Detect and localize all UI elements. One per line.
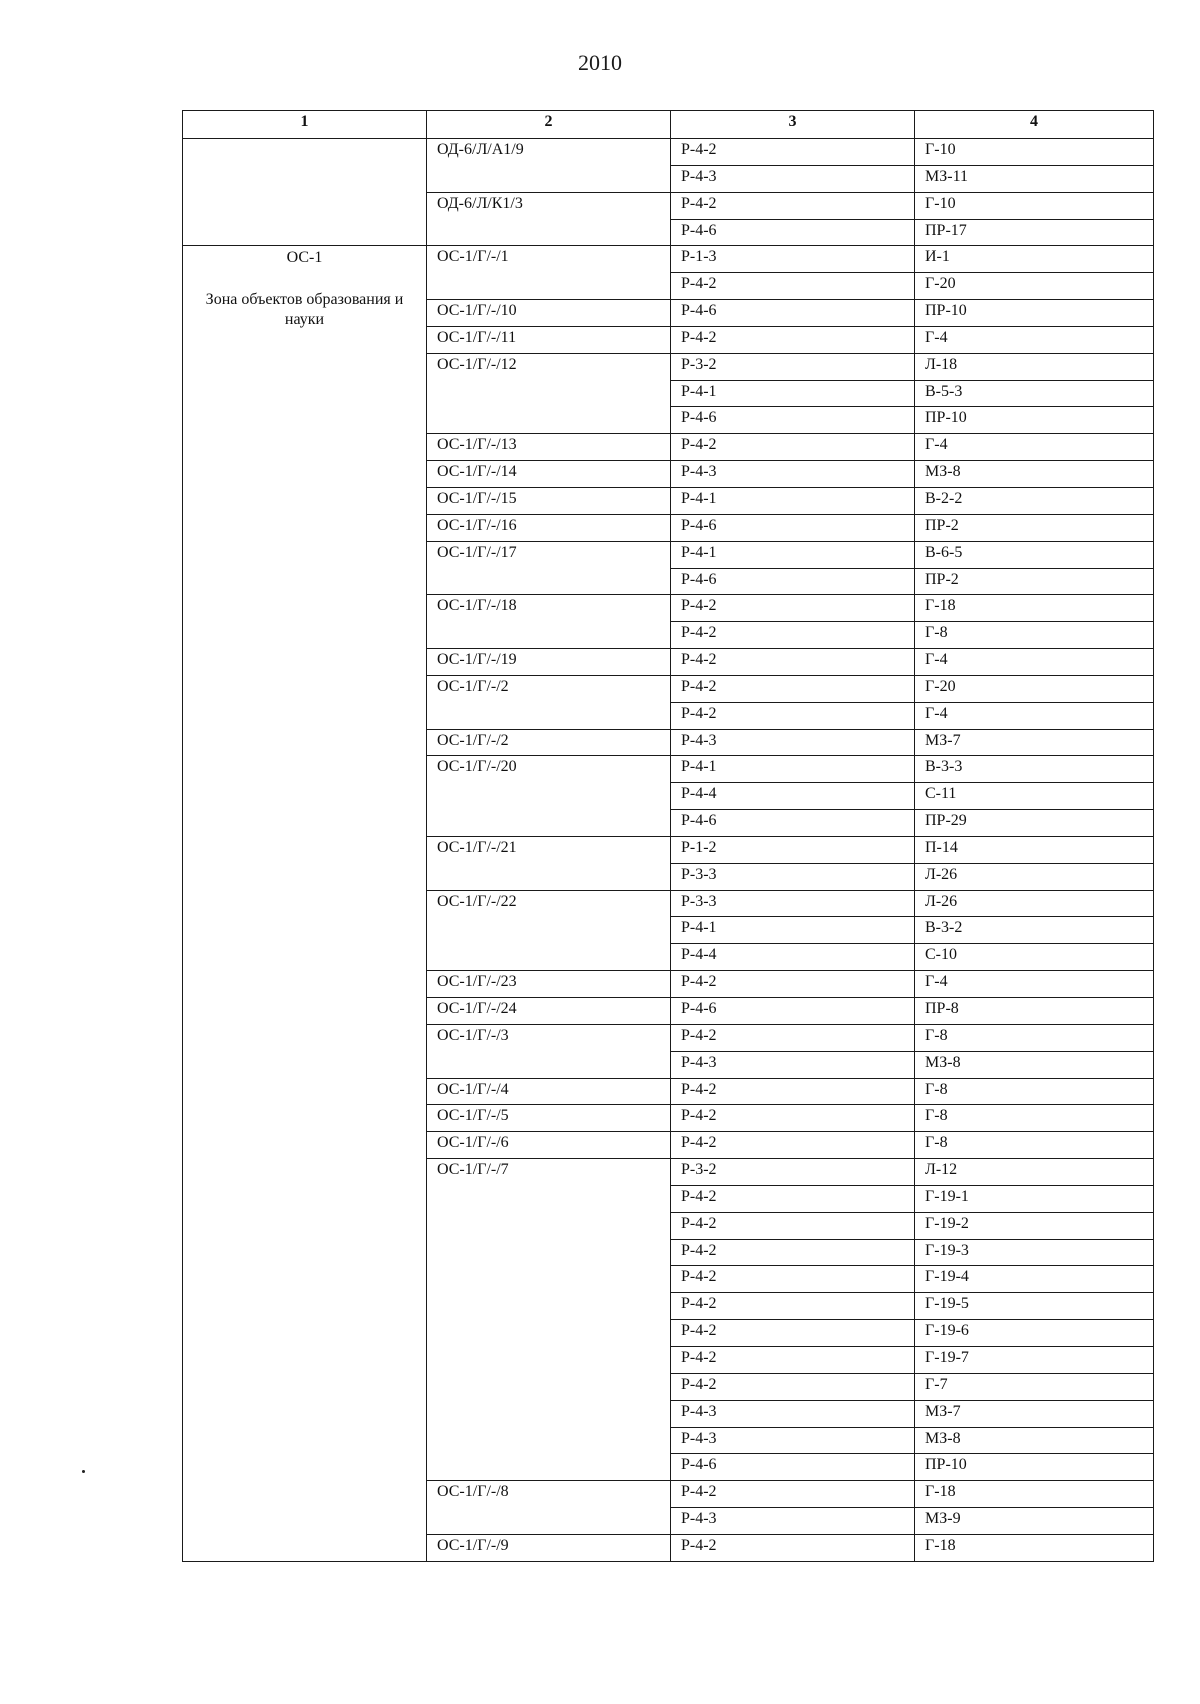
subzone-code-cell: ОС-1/Г/-/9 [427, 1534, 671, 1561]
zone-cell [183, 246, 427, 1562]
subzone-code-cell: ОС-1/Г/-/12 [427, 353, 671, 434]
regulation-code-cell: Р-4-6 [671, 514, 915, 541]
subzone-code-cell: ОС-1/Г/-/2 [427, 675, 671, 729]
regulation-code-cell: Р-4-2 [671, 1078, 915, 1105]
regulation-code-cell: Р-4-2 [671, 1481, 915, 1508]
parameter-code-cell: Г-4 [915, 649, 1154, 676]
parameter-code-cell: Г-4 [915, 702, 1154, 729]
subzone-code-cell: ОС-1/Г/-/10 [427, 300, 671, 327]
regulation-code-cell: Р-4-3 [671, 729, 915, 756]
parameter-code-cell: Г-4 [915, 326, 1154, 353]
regulation-code-cell: Р-4-6 [671, 300, 915, 327]
regulation-code-cell: Р-4-2 [671, 1024, 915, 1051]
subzone-code-cell: ОС-1/Г/-/11 [427, 326, 671, 353]
subzone-code-cell: ОС-1/Г/-/20 [427, 756, 671, 837]
zoning-table [182, 110, 1154, 1562]
subzone-code-cell: ОД-6/Л/А1/9 [427, 139, 671, 193]
parameter-code-cell: Г-19-4 [915, 1266, 1154, 1293]
regulation-code-cell: Р-4-1 [671, 487, 915, 514]
table-row [183, 139, 1154, 166]
parameter-code-cell: МЗ-7 [915, 729, 1154, 756]
regulation-code-cell: Р-4-2 [671, 1266, 915, 1293]
regulation-code-cell: Р-4-2 [671, 649, 915, 676]
subzone-code-cell: ОС-1/Г/-/16 [427, 514, 671, 541]
parameter-code-cell: ПР-10 [915, 407, 1154, 434]
regulation-code-cell: Р-4-2 [671, 1346, 915, 1373]
regulation-code-cell: Р-4-3 [671, 1400, 915, 1427]
subzone-code-cell: ОС-1/Г/-/21 [427, 836, 671, 890]
parameter-code-cell: МЗ-9 [915, 1508, 1154, 1535]
subzone-code-cell: ОС-1/Г/-/6 [427, 1132, 671, 1159]
column-header-4: 4 [915, 111, 1154, 139]
regulation-code-cell: Р-4-6 [671, 998, 915, 1025]
parameter-code-cell: МЗ-8 [915, 1427, 1154, 1454]
subzone-code-cell: ОС-1/Г/-/8 [427, 1481, 671, 1535]
regulation-code-cell: Р-4-6 [671, 1454, 915, 1481]
subzone-code-cell: ОС-1/Г/-/3 [427, 1024, 671, 1078]
subzone-code-cell: ОД-6/Л/К1/3 [427, 192, 671, 246]
subzone-code-cell: ОС-1/Г/-/19 [427, 649, 671, 676]
subzone-code-cell: ОС-1/Г/-/24 [427, 998, 671, 1025]
parameter-code-cell: ПР-10 [915, 300, 1154, 327]
regulation-code-cell: Р-4-2 [671, 622, 915, 649]
parameter-code-cell: Г-10 [915, 192, 1154, 219]
subzone-code-cell: ОС-1/Г/-/5 [427, 1105, 671, 1132]
parameter-code-cell: ПР-2 [915, 568, 1154, 595]
regulation-code-cell: Р-4-2 [671, 1105, 915, 1132]
column-header-3: 3 [671, 111, 915, 139]
parameter-code-cell: ПР-17 [915, 219, 1154, 246]
regulation-code-cell: Р-3-2 [671, 1159, 915, 1186]
regulation-code-cell: Р-4-3 [671, 165, 915, 192]
parameter-code-cell: Г-8 [915, 1078, 1154, 1105]
parameter-code-cell: Г-19-2 [915, 1212, 1154, 1239]
parameter-code-cell: Г-18 [915, 595, 1154, 622]
regulation-code-cell: Р-4-2 [671, 1373, 915, 1400]
regulation-code-cell: Р-4-2 [671, 1534, 915, 1561]
subzone-code-cell: ОС-1/Г/-/23 [427, 971, 671, 998]
regulation-code-cell: Р-4-6 [671, 407, 915, 434]
table-body [183, 139, 1154, 1562]
subzone-code-cell: ОС-1/Г/-/13 [427, 434, 671, 461]
regulation-code-cell: Р-1-3 [671, 246, 915, 273]
parameter-code-cell: Г-8 [915, 1105, 1154, 1132]
parameter-code-cell: ПР-2 [915, 514, 1154, 541]
column-header-2: 2 [427, 111, 671, 139]
regulation-code-cell: Р-4-2 [671, 326, 915, 353]
subzone-code-cell: ОС-1/Г/-/2 [427, 729, 671, 756]
parameter-code-cell: Г-4 [915, 434, 1154, 461]
regulation-code-cell: Р-3-2 [671, 353, 915, 380]
regulation-code-cell: Р-4-4 [671, 944, 915, 971]
parameter-code-cell: С-10 [915, 944, 1154, 971]
parameter-code-cell: МЗ-8 [915, 461, 1154, 488]
parameter-code-cell: Л-12 [915, 1159, 1154, 1186]
table-row [183, 246, 1154, 273]
regulation-code-cell: Р-4-2 [671, 192, 915, 219]
regulation-code-cell: Р-4-1 [671, 756, 915, 783]
parameter-code-cell: ПР-8 [915, 998, 1154, 1025]
regulation-code-cell: Р-4-1 [671, 541, 915, 568]
regulation-code-cell: Р-4-6 [671, 219, 915, 246]
page-number: 2010 [578, 50, 622, 75]
regulation-code-cell: Р-4-2 [671, 1239, 915, 1266]
parameter-code-cell: В-3-3 [915, 756, 1154, 783]
parameter-code-cell: МЗ-11 [915, 165, 1154, 192]
parameter-code-cell: МЗ-8 [915, 1051, 1154, 1078]
parameter-code-cell: В-2-2 [915, 487, 1154, 514]
subzone-code-cell: ОС-1/Г/-/22 [427, 890, 671, 971]
regulation-code-cell: Р-3-3 [671, 890, 915, 917]
regulation-code-cell: Р-4-2 [671, 1185, 915, 1212]
subzone-code-cell: ОС-1/Г/-/18 [427, 595, 671, 649]
parameter-code-cell: Г-8 [915, 1024, 1154, 1051]
parameter-code-cell: Г-19-6 [915, 1320, 1154, 1347]
regulation-code-cell: Р-4-2 [671, 273, 915, 300]
regulation-code-cell: Р-4-2 [671, 971, 915, 998]
subzone-code-cell: ОС-1/Г/-/7 [427, 1159, 671, 1481]
parameter-code-cell: В-3-2 [915, 917, 1154, 944]
subzone-code-cell: ОС-1/Г/-/15 [427, 487, 671, 514]
regulation-code-cell: Р-4-1 [671, 917, 915, 944]
regulation-code-cell: Р-4-4 [671, 783, 915, 810]
subzone-code-cell: ОС-1/Г/-/1 [427, 246, 671, 300]
regulation-code-cell: Р-4-2 [671, 1132, 915, 1159]
regulation-code-cell: Р-4-6 [671, 568, 915, 595]
subzone-code-cell: ОС-1/Г/-/14 [427, 461, 671, 488]
parameter-code-cell: Г-10 [915, 139, 1154, 166]
parameter-code-cell: В-5-3 [915, 380, 1154, 407]
parameter-code-cell: ПР-10 [915, 1454, 1154, 1481]
parameter-code-cell: Г-18 [915, 1481, 1154, 1508]
parameter-code-cell: Г-18 [915, 1534, 1154, 1561]
regulation-code-cell: Р-4-2 [671, 139, 915, 166]
regulation-code-cell: Р-3-3 [671, 863, 915, 890]
parameter-code-cell: ПР-29 [915, 810, 1154, 837]
header-row [183, 111, 1154, 139]
parameter-code-cell: Л-18 [915, 353, 1154, 380]
regulation-code-cell: Р-4-2 [671, 1293, 915, 1320]
parameter-code-cell: Г-19-7 [915, 1346, 1154, 1373]
zone-code: ОС-1 [286, 249, 323, 267]
regulation-code-cell: Р-4-2 [671, 702, 915, 729]
regulation-code-cell: Р-4-2 [671, 675, 915, 702]
parameter-code-cell: Л-26 [915, 863, 1154, 890]
parameter-code-cell: И-1 [915, 246, 1154, 273]
parameter-code-cell: С-11 [915, 783, 1154, 810]
zone-name: Зона объектов образования и науки [205, 291, 404, 329]
regulation-code-cell: Р-4-2 [671, 595, 915, 622]
parameter-code-cell: Г-8 [915, 1132, 1154, 1159]
regulation-code-cell: Р-4-3 [671, 461, 915, 488]
regulation-code-cell: Р-4-2 [671, 434, 915, 461]
regulation-code-cell: Р-1-2 [671, 836, 915, 863]
subzone-code-cell: ОС-1/Г/-/4 [427, 1078, 671, 1105]
zone-cell-continued [183, 139, 427, 246]
parameter-code-cell: Л-26 [915, 890, 1154, 917]
parameter-code-cell: Г-19-3 [915, 1239, 1154, 1266]
regulation-code-cell: Р-4-2 [671, 1320, 915, 1347]
regulation-code-cell: Р-4-3 [671, 1508, 915, 1535]
scan-dot-mark [82, 1470, 85, 1473]
parameter-code-cell: Г-19-1 [915, 1185, 1154, 1212]
regulation-code-cell: Р-4-3 [671, 1051, 915, 1078]
parameter-code-cell: МЗ-7 [915, 1400, 1154, 1427]
parameter-code-cell: Г-20 [915, 675, 1154, 702]
regulation-code-cell: Р-4-3 [671, 1427, 915, 1454]
parameter-code-cell: Г-7 [915, 1373, 1154, 1400]
parameter-code-cell: П-14 [915, 836, 1154, 863]
regulation-code-cell: Р-4-1 [671, 380, 915, 407]
parameter-code-cell: Г-4 [915, 971, 1154, 998]
parameter-code-cell: Г-19-5 [915, 1293, 1154, 1320]
subzone-code-cell: ОС-1/Г/-/17 [427, 541, 671, 595]
column-header-1: 1 [183, 111, 427, 139]
parameter-code-cell: Г-20 [915, 273, 1154, 300]
parameter-code-cell: Г-8 [915, 622, 1154, 649]
regulation-code-cell: Р-4-6 [671, 810, 915, 837]
parameter-code-cell: В-6-5 [915, 541, 1154, 568]
regulation-code-cell: Р-4-2 [671, 1212, 915, 1239]
